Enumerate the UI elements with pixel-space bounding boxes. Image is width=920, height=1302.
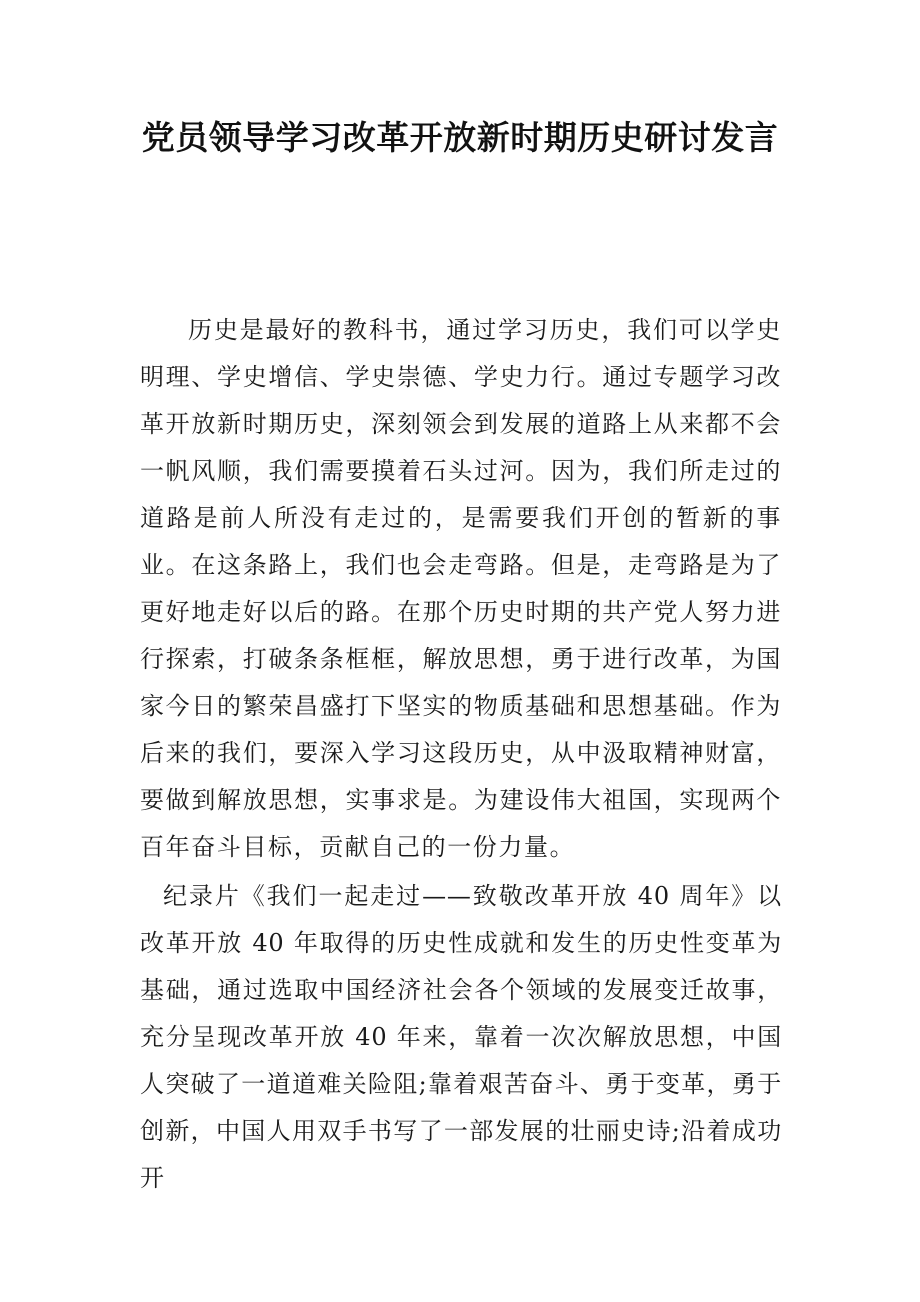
paragraph-1: 历史是最好的教科书，通过学习历史，我们可以学史明理、学史增信、学史崇德、学史力行。通过专题学习改革开放新时期历史，深刻领会到发展的道路上从来都不会一帆风顺，我们需要摸着石头过河。因为，我们所走过的道路是前人所没有走过的，是需要我们开创的暂新的事业。在这条路上，我们也会走弯路。但是，走弯路是为了更好地走好以后的路。在那个历史时期的共产党人努力进行探索，打破条条框框，解放思想，勇于进行改革，为国家今日的繁荣昌盛打下坚实的物质基础和思想基础。作为后来的我们，要深入学习这段历史，从中汲取精神财富，要做到解放思想，实事求是。为建设伟大祖国，实现两个百年奋斗目标，贡献自己的一份力量。 <box>140 316 782 861</box>
document-body <box>140 307 782 1202</box>
document-title: 党员领导学习改革开放新时期历史研讨发言 <box>141 118 779 157</box>
paragraph-2: 纪录片《我们一起走过——致敬改革开放 40 周年》以改革开放 40 年取得的历史性成就和发生的历史性变革为基础，通过选取中国经济社会各个领域的发展变迁故事，充分呈现改革开放 40 年来，靠着一次次解放思想，中国人突破了一道道难关险阻;靠着艰苦奋斗、勇于变革，勇于创新，中国人用双手书写了一部发展的壮丽史诗;沿着成功开 <box>140 882 782 1192</box>
